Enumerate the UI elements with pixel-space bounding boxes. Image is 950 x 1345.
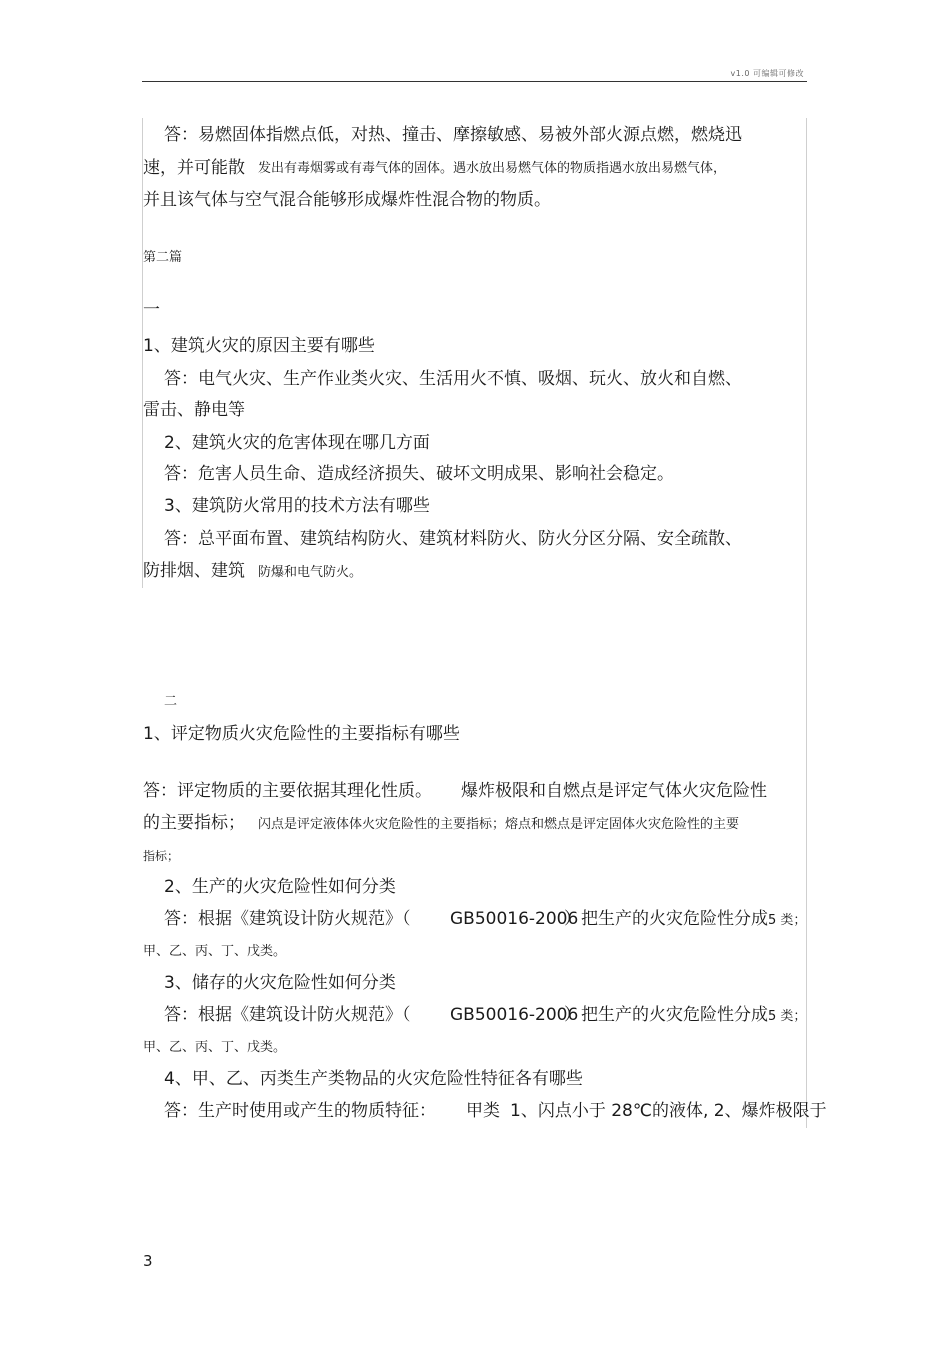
page-number: 3 xyxy=(143,1252,153,1270)
question-line: 3、建筑防火常用的技术方法有哪些 xyxy=(164,496,430,516)
standard-code: GB50016-2006 xyxy=(450,1005,579,1025)
question-line: 1、评定物质火灾危险性的主要指标有哪些 xyxy=(143,724,460,744)
answer-line-part: 答：生产时使用或产生的物质特征： xyxy=(164,1101,436,1121)
answer-line: 雷击、静电等 xyxy=(143,400,245,420)
answer-line: 答：总平面布置、建筑结构防火、建筑材料防火、防火分区分隔、安全疏散、 xyxy=(164,529,742,549)
answer-line: 答：电气火灾、生产作业类火灾、生活用火不慎、吸烟、玩火、放火和自燃、 xyxy=(164,369,742,389)
section-heading: 一 xyxy=(143,300,160,320)
question-line: 4、甲、乙、丙类生产类物品的火灾危险性特征各有哪些 xyxy=(164,1069,583,1089)
answer-line: 答：易燃固体指燃点低，对热、撞击、摩擦敏感、易被外部火源点燃，燃烧迅 xyxy=(164,125,742,145)
answer-line-part: 防爆和电气防火。 xyxy=(258,565,363,580)
answer-line: 并且该气体与空气混合能够形成爆炸性混合物的物质。 xyxy=(143,190,551,210)
answer-line-part: 甲类 xyxy=(466,1101,500,1121)
answer-line-part: 爆炸极限和自燃点是评定气体火灾危险性 xyxy=(461,781,767,801)
question-line: 2、建筑火灾的危害体现在哪几方面 xyxy=(164,433,430,453)
question-line: 1、建筑火灾的原因主要有哪些 xyxy=(143,336,375,356)
header-rule xyxy=(142,81,807,82)
part-heading: 第二篇 xyxy=(143,250,183,265)
answer-line-part: 发出有毒烟雾或有毒气体的固体。遇水放出易燃气体的物质指遇水放出易燃气体， xyxy=(258,161,727,176)
question-line: 3、储存的火灾危险性如何分类 xyxy=(164,973,396,993)
answer-line-part: 答：评定物质的主要依据其理化性质。 xyxy=(143,781,432,801)
answer-line-part: 防排烟、建筑 xyxy=(143,561,245,581)
answer-line-part: 答：根据《建筑设计防火规范》（ xyxy=(164,1005,411,1025)
answer-line-part: 的主要指标； xyxy=(143,813,245,833)
answer-line: 甲、乙、丙、丁、戊类。 xyxy=(143,1040,287,1055)
page-frame-right-border xyxy=(806,118,807,1128)
answer-line-part: 5 类； xyxy=(768,1009,807,1024)
answer-line-part: 5 类； xyxy=(768,913,807,928)
answer-line-part: 答：根据《建筑设计防火规范》（ xyxy=(164,909,411,929)
answer-line-part: 1、闪点小于 28℃的液体, 2、爆炸极限于 xyxy=(510,1101,827,1121)
question-line: 2、生产的火灾危险性如何分类 xyxy=(164,877,396,897)
answer-line: 甲、乙、丙、丁、戊类。 xyxy=(143,944,287,959)
section-heading: 二 xyxy=(164,694,178,709)
answer-line: 答：危害人员生命、造成经济损失、破坏文明成果、影响社会稳定。 xyxy=(164,464,674,484)
standard-code: GB50016-2006 xyxy=(450,909,579,929)
answer-line-part: ）把生产的火灾危险性分成 xyxy=(564,1005,768,1025)
answer-line: 指标； xyxy=(143,849,180,863)
answer-line-part: 速，并可能散 xyxy=(143,158,245,178)
header-version-note: v1.0 可编辑可修改 xyxy=(730,69,804,78)
answer-line-part: 闪点是评定液体体火灾危险性的主要指标；熔点和燃点是评定固体火灾危险性的主要 xyxy=(258,817,740,832)
answer-line-part: ）把生产的火灾危险性分成 xyxy=(564,909,768,929)
